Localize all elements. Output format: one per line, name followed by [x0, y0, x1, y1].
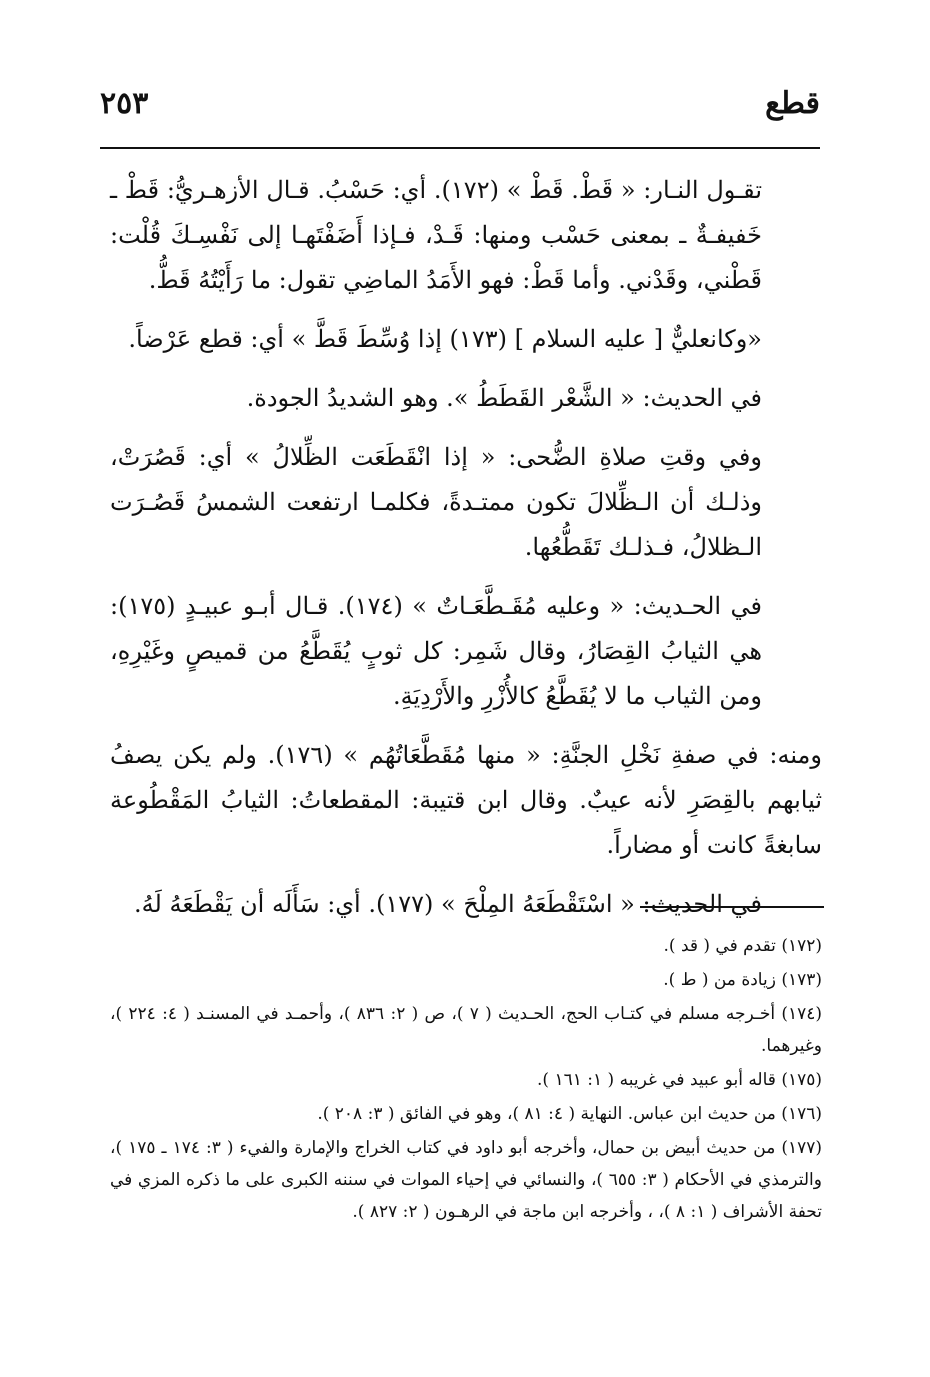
page-number: ٢٥٣ — [100, 86, 149, 121]
footnote: (١٧٥) قاله أبو عبيد في غريبه ( ١: ١٦١ ). — [537, 1070, 822, 1090]
paragraph: في الحديث: « اسْتَقْطَعَهُ المِلْحَ » (١٧٧). أي: سَأَلَه أن يَقْطَعَهُ لَهُ. — [134, 890, 762, 918]
header-rule — [100, 147, 820, 149]
footnote: (١٧٢) تقدم في ( قد ). — [663, 936, 822, 956]
paragraph: تقـول النـار: « قَطْ. قَطْ » (١٧٢). أي: حَسْبُ. قـال الأزهـريُّ: قَطْ ـ خَفيفـةٌ ـ بمعنى حَسْب ومنها: قَـدْ، فـإذا أَضَفْتَهـا إلى نَفْسِـكَ قُلْت: قَطْني، وقَدْني. وأما قَطْ: فهو الأَمَدُ الماضِي تقول: ما رَأَيْتُهُ قَطُّ. — [110, 176, 763, 294]
footnote: (١٧٤) أخـرجه مسلم في كتـاب الحج، الحـديث ( ٧ )، ص ( ٢: ٨٣٦ )، وأحمـد في المسنـد ( ٤: ٢٢٤ )، وغيرهما. — [110, 1004, 823, 1056]
footnote: (١٧٣) زيادة من ( ط ). — [663, 970, 822, 990]
footnotes — [110, 930, 822, 1230]
page-header — [100, 86, 820, 126]
paragraph: في الحديث: « الشَّعْر القَطَطُ ». وهو الشديدُ الجودة. — [246, 384, 762, 412]
running-head: قطع — [765, 86, 820, 121]
paragraph: ومنه: في صفةِ نَخْلِ الجنَّةِ: « منها مُقَطَّعَاتُهُم » (١٧٦). ولم يكن يصفُ ثيابهم بالقِصَرِ لأنه عيبٌ. وقال ابن قتيبة: المقطعاتُ: الثيابُ المَقْطُوعة سابغةً كانت أو مضاراً. — [110, 741, 823, 859]
main-text — [110, 168, 822, 941]
footnote: (١٧٧) من حديث أبيض بن حمال، وأخرجه أبو داود في كتاب الخراج والإمارة والفيء ( ٣: ١٧٤ ـ ١٧٥ )، والترمذي في الأحكام ( ٣: ٦٥٥ )، والنسائي في إحياء الموات في سننه الكبرى على ما ذكره المزي في تحفة الأشراف ( ١: ٨ )، ، وأخرجه ابن ماجة في الرهـون ( ٢: ٨٢٧ ). — [110, 1138, 823, 1222]
footnote: (١٧٦) من حديث ابن عباس. النهاية ( ٤: ٨١ )، وهو في الفائق ( ٣: ٢٠٨ ). — [317, 1104, 822, 1124]
paragraph: «وكانعليٌّ [ عليه السلام ] (١٧٣) إذا وُسِّطَ قَطَّ » أي: قطع عَرْضاً. — [128, 325, 762, 353]
paragraph: وفي وقتِ صلاةِ الضُّحى: « إذا انْقَطَعَت الظِّلالُ » أي: قَصُرَتْ، وذلـك أن الـظِّلالَ تكون ممتـدةً، فكلمـا ارتفعت الشمسُ قَصُـرَت الـظلالُ، فـذلـك تَقَطُّعُها. — [110, 443, 762, 561]
paragraph: في الحـديث: « وعليه مُقَـطَّعَـاتٌ » (١٧٤). قـال أبـو عبيـدٍ (١٧٥): هي الثيابُ القِصَارُ، وقال شَمِر: كل ثوبٍ يُقَطَّعُ من قميصٍ وغَيْرِهِ، ومن الثياب ما لا يُقَطَّعُ كالأُزْرِ والأَرْدِيَةِ. — [110, 592, 762, 710]
footnote-rule — [640, 906, 824, 908]
